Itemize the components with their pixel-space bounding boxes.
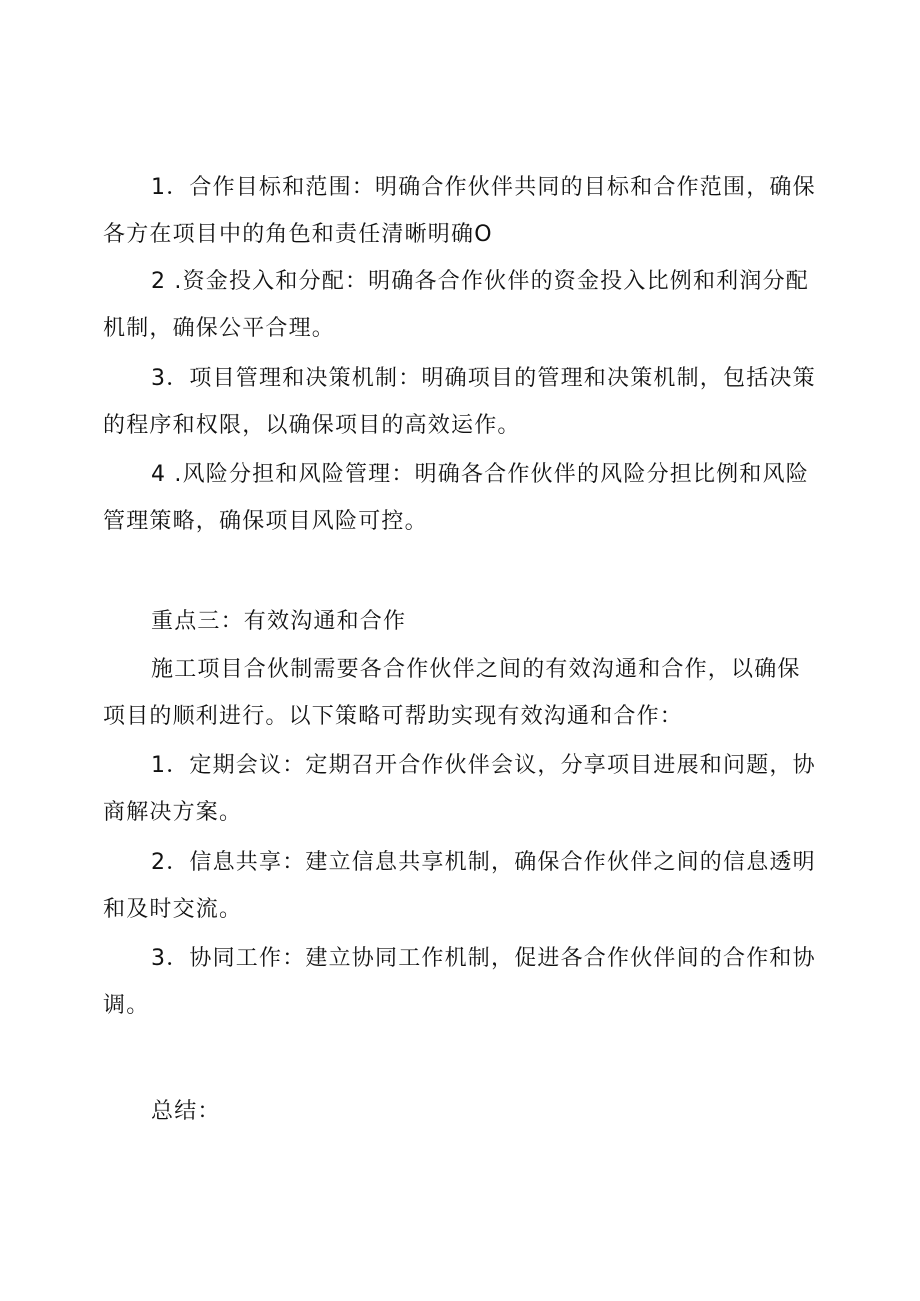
list-item: 3．协同工作：建立协同工作机制，促进各合作伙伴间的合作和协调。 <box>103 946 816 1018</box>
list-item: 1．定期会议：定期召开合作伙伴会议，分享项目进展和问题，协商解决方案。 <box>103 753 816 825</box>
section-heading: 重点三：有效沟通和合作 <box>151 609 407 634</box>
list-item: 2 .资金投入和分配：明确各合作伙伴的资金投入比例和利润分配机制，确保公平合理。 <box>103 269 809 341</box>
summary-heading: 总结： <box>151 1099 221 1124</box>
list-item: 2．信息共享：建立信息共享机制，确保合作伙伴之间的信息透明和及时交流。 <box>103 850 816 922</box>
intro-paragraph: 施工项目合伙制需要各合作伙伴之间的有效沟通和合作，以确保项目的顺利进行。以下策略可帮助实现有效沟通和合作： <box>103 657 801 729</box>
list-item: 3．项目管理和决策机制：明确项目的管理和决策机制，包括决策的程序和权限，以确保项目的高效运作。 <box>103 366 816 438</box>
list-item: 4 .风险分担和风险管理：明确各合作伙伴的风险分担比例和风险管理策略，确保项目风险可控。 <box>103 462 809 534</box>
list-item: 1．合作目标和范围：明确合作伙伴共同的目标和合作范围，确保各方在项目中的角色和责任清晰明确O <box>103 175 816 247</box>
